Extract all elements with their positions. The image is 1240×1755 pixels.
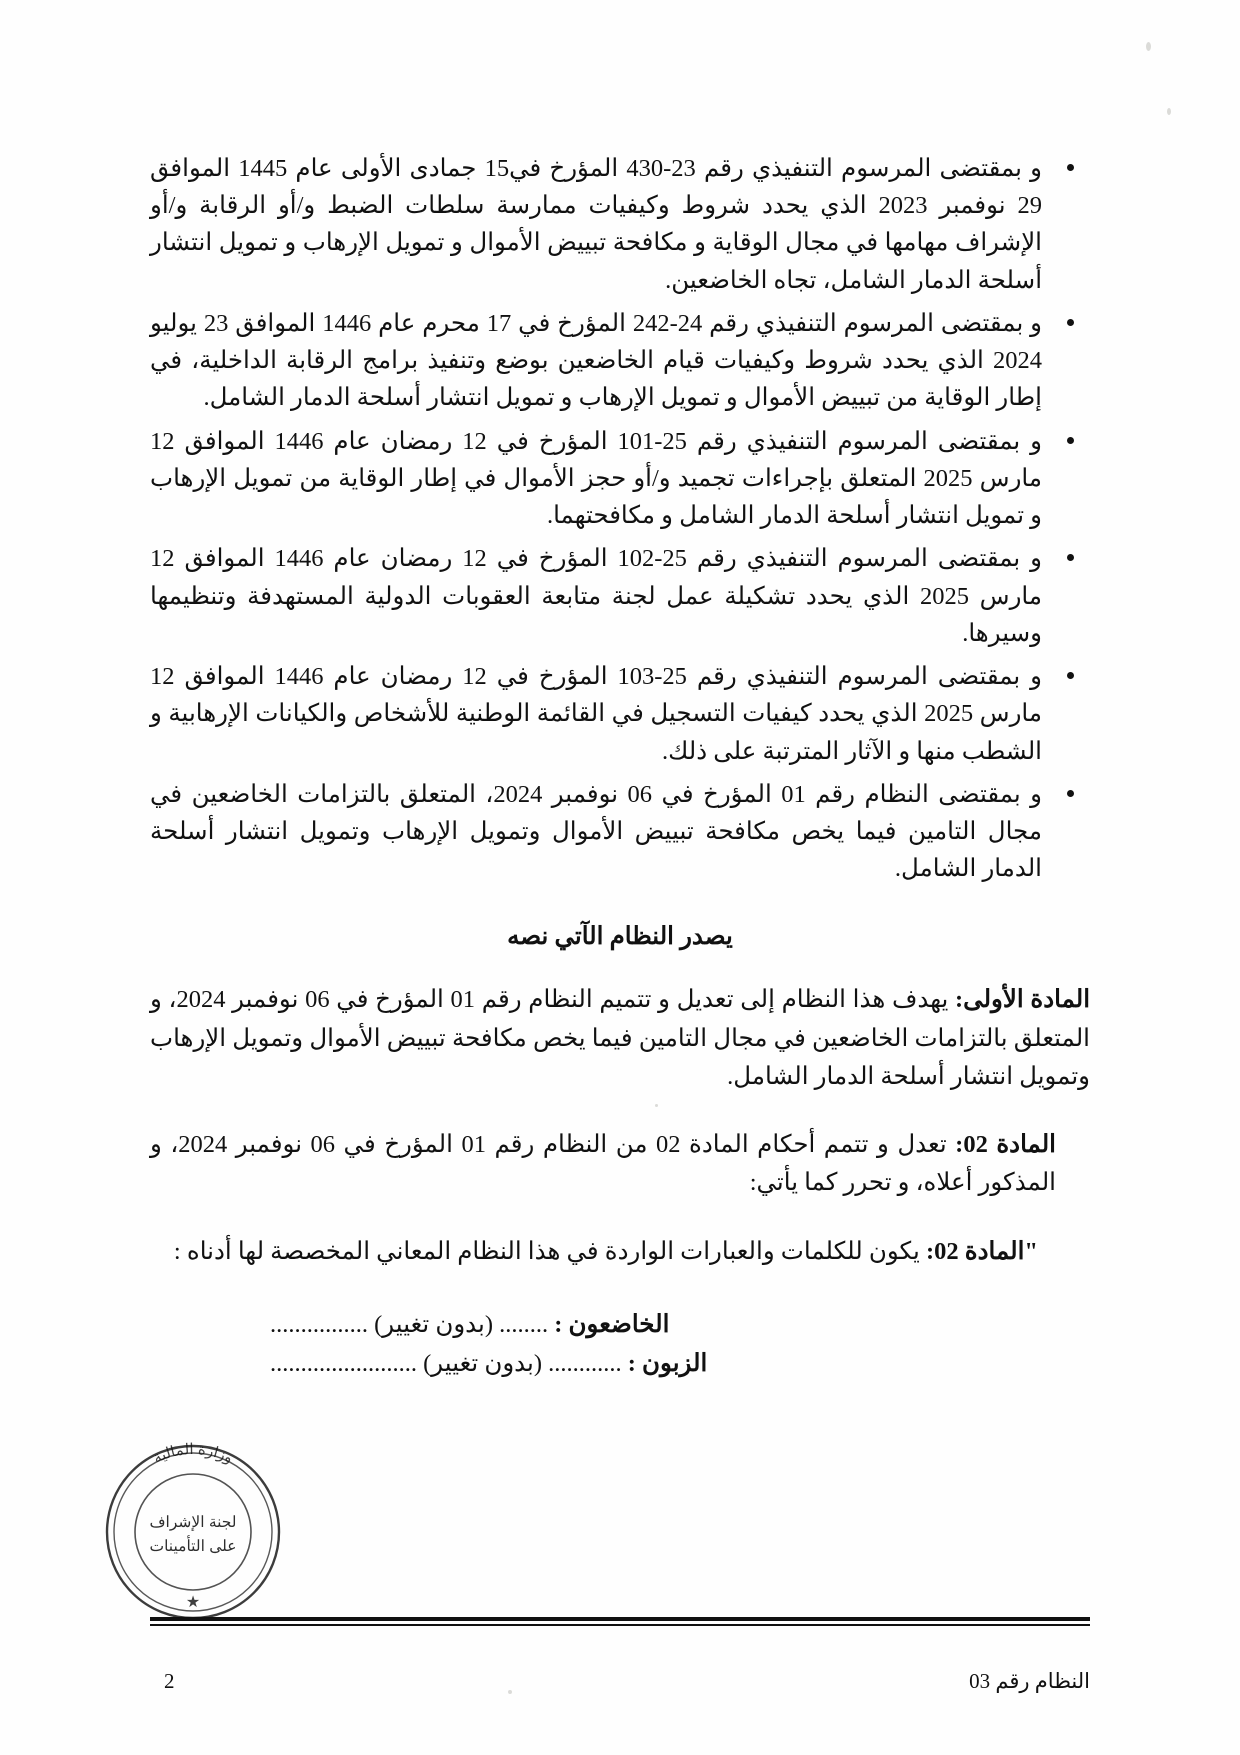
footer-divider bbox=[150, 1617, 1090, 1627]
article-2-quoted-label: "المادة 02: bbox=[925, 1237, 1038, 1265]
definition-client bbox=[150, 1344, 1090, 1384]
bullet-icon bbox=[1067, 164, 1074, 171]
document-body bbox=[150, 150, 1090, 1384]
article-1-text: يهدف هذا النظام إلى تعديل و تتميم النظام رقم 01 المؤرخ في 06 نوفمبر 2024، و المتعلق بالتزامات الخاضعين في مجال التامين فيما يخص مكافحة تبييض الأموال وتمويل الإرهاب وتمويل انتشار أسلحة الدمار الشامل. bbox=[150, 986, 1090, 1090]
decree-text: و بمقتضى المرسوم التنفيذي رقم 24-242 المؤرخ في 17 محرم عام 1446 الموافق 23 يوليو 2024 الذي يحدد شروط وكيفيات قيام الخاضعين بوضع وتنفيذ برامج الرقابة الداخلية، في إطار الوقاية من تبييض الأموال و تمويل الإرهاب و تمويل انتشار أسلحة الدمار الشامل. bbox=[150, 309, 1042, 412]
bullet-icon bbox=[1067, 790, 1074, 797]
stamp-inner-line-1: لجنة الإشراف bbox=[149, 1514, 237, 1531]
article-2-label: المادة 02: bbox=[955, 1131, 1056, 1159]
list-item bbox=[150, 423, 1090, 535]
bullet-icon bbox=[1067, 319, 1074, 326]
definition-value: ............ (بدون تغيير) ........................ bbox=[270, 1350, 622, 1378]
bullet-icon bbox=[1067, 672, 1074, 679]
article-1 bbox=[150, 981, 1090, 1096]
stamp-outer-text: وزارة المالية bbox=[150, 1440, 236, 1467]
footer-rule-thin bbox=[150, 1624, 1090, 1626]
decree-text: و بمقتضى المرسوم التنفيذي رقم 25-103 المؤرخ في 12 رمضان عام 1446 الموافق 12 مارس 2025 الذي يحدد كيفيات التسجيل في القائمة الوطنية للأشخاص والكيانات الإرهابية و الشطب منها و الآثار المترتبة على ذلك. bbox=[150, 663, 1043, 765]
list-item bbox=[150, 776, 1090, 888]
issue-heading: يصدر النظام الآتي نصه bbox=[507, 923, 733, 951]
stamp-star-icon: ★ bbox=[185, 1594, 201, 1611]
article-1-label: المادة الأولى: bbox=[955, 986, 1091, 1014]
footer-page-number: 2 bbox=[164, 1669, 175, 1693]
list-item bbox=[150, 150, 1090, 299]
definitions-list bbox=[150, 1305, 1090, 1384]
official-stamp bbox=[88, 1427, 298, 1637]
list-item bbox=[150, 540, 1090, 652]
decree-text: و بمقتضى المرسوم التنفيذي رقم 25-101 المؤرخ في 12 رمضان عام 1446 الموافق 12 مارس 2025 المتعلق بإجراءات تجميد و/أو حجز الأموال في إطار الوقاية من تمويل الإرهاب و تمويل انتشار أسلحة الدمار الشامل و مكافحتهما. bbox=[150, 427, 1043, 530]
definition-term: الخاضعون : bbox=[554, 1310, 670, 1338]
footer-rule-thick bbox=[150, 1617, 1090, 1621]
svg-text:وزارة المالية bbox=[150, 1441, 235, 1467]
footer-doc-ref: النظام رقم 03 bbox=[969, 1669, 1090, 1693]
scan-speck bbox=[508, 1690, 512, 1694]
stamp-inner-line-2: على التأمينات bbox=[149, 1538, 237, 1555]
article-2-text: تعدل و تتمم أحكام المادة 02 من النظام رقم 01 المؤرخ في 06 نوفمبر 2024، و المذكور أعلاه، و تحرر كما يأتي: bbox=[150, 1131, 1056, 1197]
list-item bbox=[150, 658, 1090, 770]
decree-text: و بمقتضى المرسوم التنفيذي رقم 23-430 المؤرخ في15 جمادى الأولى عام 1445 الموافق 29 نوفمبر 2023 الذي يحدد شروط وكيفيات ممارسة سلطات الضبط و/أو الرقابة و/أو الإشراف مهامها في مجال الوقاية و مكافحة تبييض الأموال و تمويل الإرهاب و تمويل انتشار أسلحة الدمار الشامل، تجاه الخاضعين. bbox=[150, 155, 1043, 294]
scan-speck bbox=[1167, 108, 1171, 115]
article-2 bbox=[150, 1126, 1090, 1202]
bullet-icon bbox=[1067, 437, 1074, 444]
decree-list bbox=[150, 150, 1090, 887]
definition-value: ........ (بدون تغيير) ................ bbox=[270, 1310, 549, 1338]
bullet-icon bbox=[1067, 554, 1074, 561]
article-2-quoted bbox=[150, 1233, 1090, 1271]
scan-speck bbox=[1146, 42, 1151, 51]
list-item bbox=[150, 305, 1090, 417]
article-2-quoted-text: يكون للكلمات والعبارات الواردة في هذا النظام المعاني المخصصة لها أدناه : bbox=[173, 1237, 926, 1265]
decree-text: و بمقتضى المرسوم التنفيذي رقم 25-102 المؤرخ في 12 رمضان عام 1446 الموافق 12 مارس 2025 الذي يحدد تشكيلة عمل لجنة متابعة العقوبات الدولية المستهدفة وتنظيمها وسيرها. bbox=[150, 545, 1043, 647]
definition-subjects bbox=[150, 1305, 1090, 1345]
decree-text: و بمقتضى النظام رقم 01 المؤرخ في 06 نوفمبر 2024، المتعلق بالتزامات الخاضعين في مجال التامين فيما يخص مكافحة تبييض الأموال وتمويل الإرهاب وتمويل انتشار أسلحة الدمار الشامل. bbox=[150, 780, 1042, 883]
definition-term: الزبون : bbox=[627, 1350, 708, 1378]
